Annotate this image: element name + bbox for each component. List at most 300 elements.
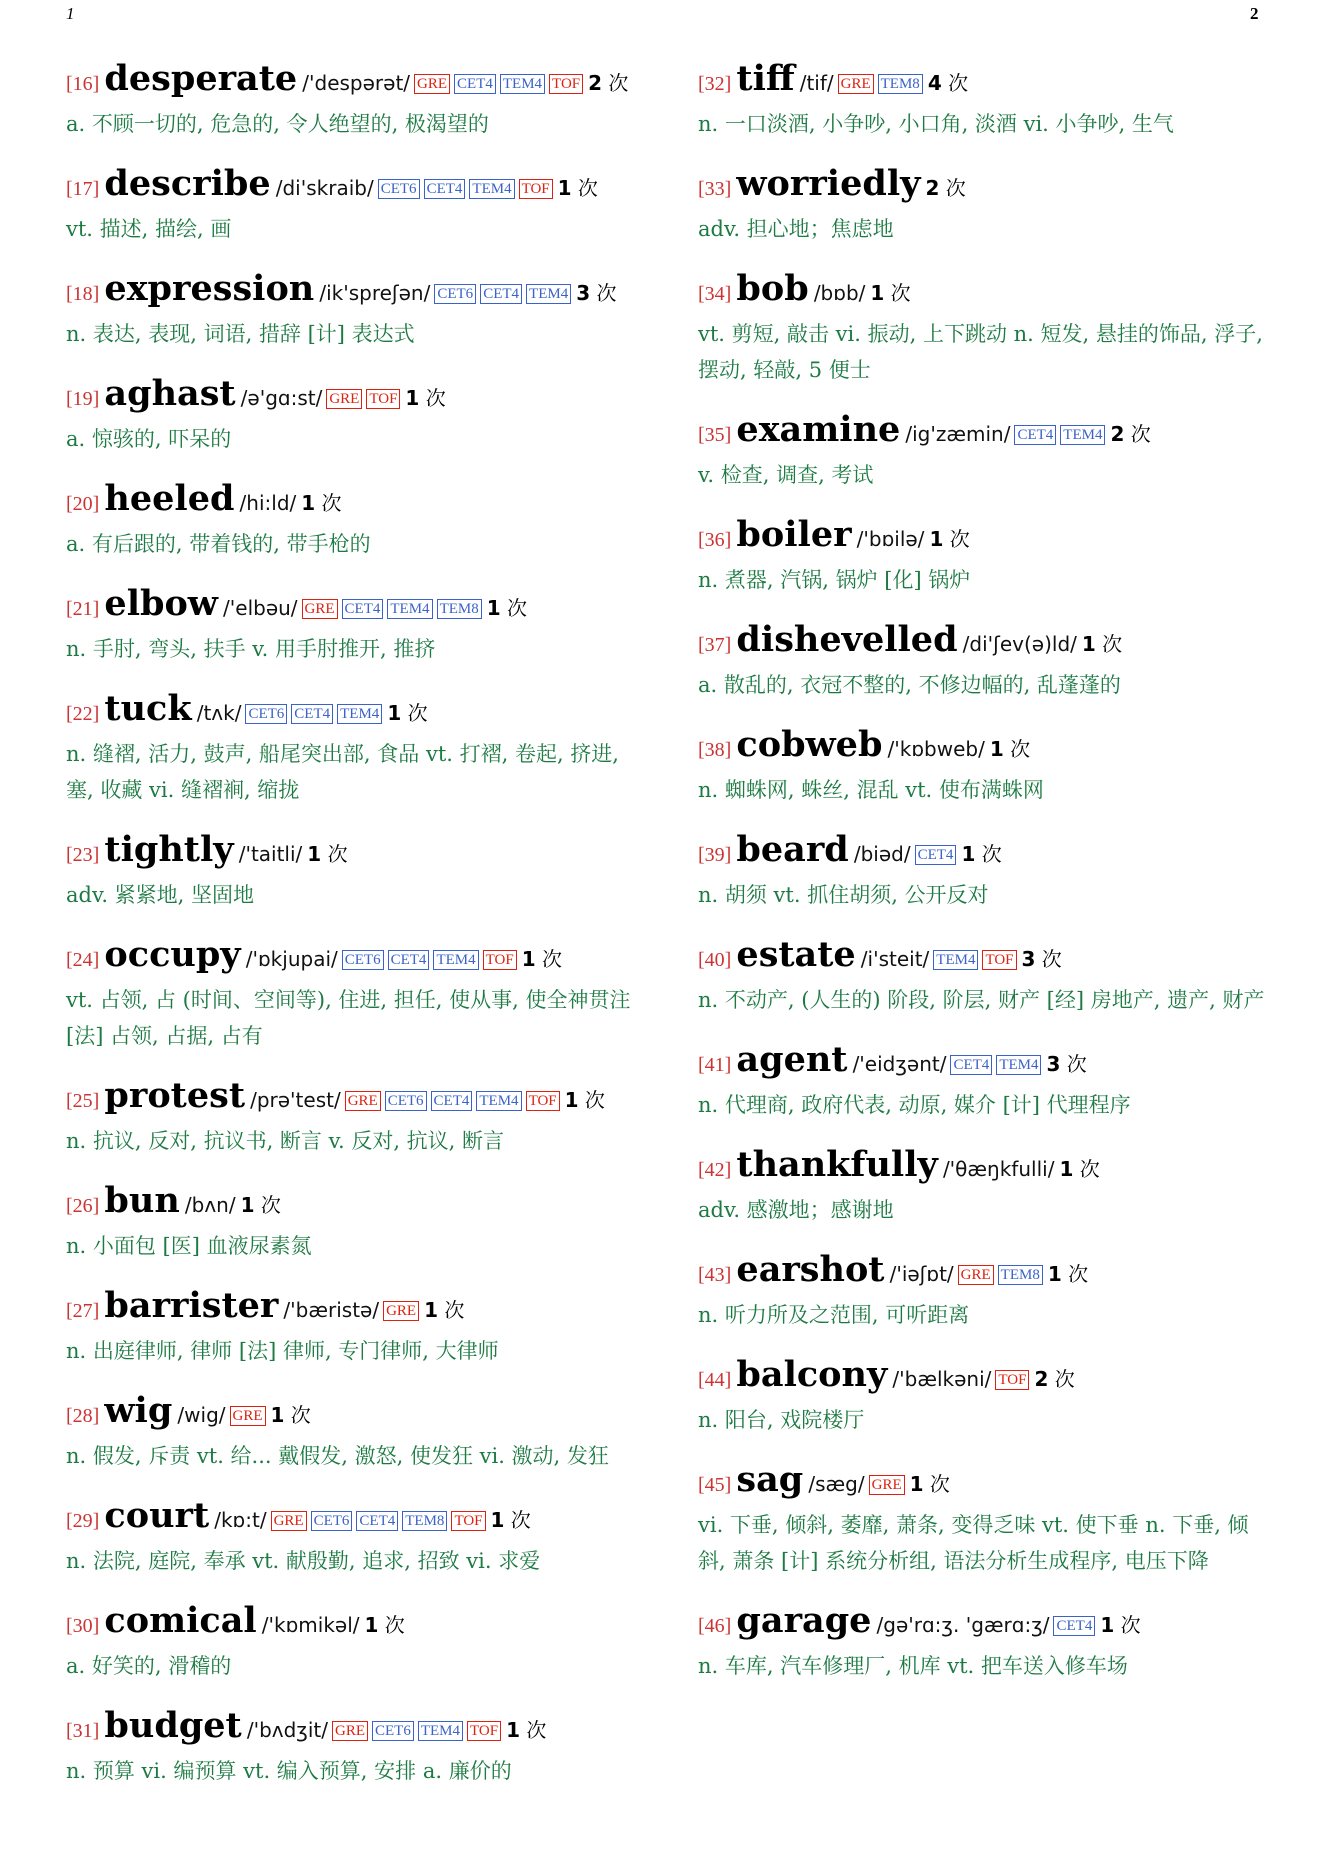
word-entry — [698, 1459, 1272, 1579]
word-entry — [66, 1495, 636, 1579]
headword: estate — [736, 934, 856, 975]
exam-tag: CET4 — [915, 845, 957, 865]
exam-tag: TOF — [995, 1370, 1029, 1390]
word-entry — [66, 1390, 636, 1474]
headword: desperate — [104, 58, 298, 99]
count-number: 1 — [301, 491, 316, 515]
definition: n. 车库, 汽车修理厂, 机库 vt. 把车送入修车场 — [698, 1654, 1128, 1678]
entry-index: [24] — [66, 949, 100, 971]
occurrence-count: 1 次 — [301, 491, 342, 515]
word-entry — [698, 1039, 1272, 1123]
definition: n. 不动产, (人生的) 阶段, 阶层, 财产 [经] 房地产, 遗产, 财产 — [698, 988, 1265, 1012]
phonetic: /ik'spreʃən/ — [319, 281, 431, 305]
count-number: 4 — [927, 71, 942, 95]
entry-index: [31] — [66, 1720, 100, 1742]
definition: n. 法院, 庭院, 奉承 vt. 献殷勤, 追求, 招致 vi. 求爱 — [66, 1549, 541, 1573]
definition: adv. 担心地；焦虑地 — [698, 217, 894, 241]
headword: agent — [736, 1039, 848, 1080]
phonetic: /gə'rɑ:ʒ. 'gærɑ:ʒ/ — [876, 1613, 1050, 1637]
count-number: 1 — [929, 527, 944, 551]
exam-tag: CET4 — [431, 1091, 473, 1111]
exam-tag: TEM4 — [337, 704, 382, 724]
entry-index: [20] — [66, 493, 100, 515]
word-entry — [698, 268, 1272, 388]
count-number: 1 — [405, 386, 420, 410]
count-number: 1 — [486, 596, 501, 620]
exam-tag: TOF — [483, 950, 517, 970]
phonetic: /hi:ld/ — [239, 491, 297, 515]
definition: n. 出庭律师, 律师 [法] 律师, 专门律师, 大律师 — [66, 1339, 499, 1363]
phonetic: /'bɒilə/ — [856, 527, 925, 551]
entry-headline — [66, 583, 636, 627]
count-number: 3 — [576, 281, 591, 305]
count-number: 1 — [307, 842, 322, 866]
entry-index: [29] — [66, 1510, 100, 1532]
definition: a. 惊骇的, 吓呆的 — [66, 427, 232, 451]
definition: n. 代理商, 政府代表, 动原, 媒介 [计] 代理程序 — [698, 1093, 1131, 1117]
count-number: 1 — [240, 1193, 255, 1217]
phonetic: /'iəʃɒt/ — [889, 1262, 954, 1286]
definition: n. 假发, 斥责 vt. 给... 戴假发, 激怒, 使发狂 vi. 激动, 发狂 — [66, 1444, 609, 1468]
occurrence-count: 1 次 — [929, 527, 970, 551]
entry-index: [44] — [698, 1369, 732, 1391]
word-entry — [66, 373, 636, 457]
word-entry — [698, 1144, 1272, 1228]
entry-index: [37] — [698, 634, 732, 656]
exam-tag: TOF — [526, 1091, 560, 1111]
occurrence-count: 1 次 — [1059, 1157, 1100, 1181]
occurrence-count: 1 次 — [387, 701, 428, 725]
entry-index: [45] — [698, 1474, 732, 1496]
entry-index: [19] — [66, 388, 100, 410]
exam-tag: CET6 — [245, 704, 287, 724]
phonetic: /i'steit/ — [860, 947, 930, 971]
entry-headline — [698, 619, 1272, 663]
headword: dishevelled — [736, 619, 958, 660]
occurrence-count: 1 次 — [486, 596, 528, 620]
exam-tag: TEM8 — [437, 599, 482, 619]
entry-headline — [66, 1390, 636, 1434]
word-entry — [698, 514, 1272, 598]
phonetic: /kɒ:t/ — [214, 1508, 267, 1532]
occurrence-count: 1 次 — [989, 737, 1031, 761]
definition: n. 预算 vi. 编预算 vt. 编入预算, 安排 a. 廉价的 — [66, 1759, 512, 1783]
count-number: 2 — [588, 71, 603, 95]
entry-index: [25] — [66, 1090, 100, 1112]
exam-tag: CET4 — [950, 1055, 992, 1075]
word-entry — [698, 163, 1272, 247]
entry-headline — [66, 268, 636, 312]
entry-index: [38] — [698, 739, 732, 761]
word-entry — [66, 688, 636, 808]
entry-index: [40] — [698, 949, 732, 971]
occurrence-count: 1 次 — [521, 947, 562, 971]
entry-headline — [66, 1180, 636, 1224]
count-number: 1 — [1081, 632, 1096, 656]
entry-headline — [66, 478, 636, 522]
phonetic: /biəd/ — [853, 842, 911, 866]
definition: adv. 紧紧地, 坚固地 — [66, 883, 255, 907]
exam-tag: TEM4 — [418, 1721, 463, 1741]
occurrence-count: 2 次 — [588, 71, 629, 95]
entry-headline — [698, 1039, 1272, 1083]
headword: thankfully — [736, 1144, 938, 1185]
headword: expression — [104, 268, 315, 309]
word-entry — [66, 829, 636, 913]
word-entry — [698, 409, 1272, 493]
occurrence-count: 1 次 — [307, 842, 348, 866]
headword: tightly — [104, 829, 234, 870]
occurrence-count: 1 次 — [240, 1193, 281, 1217]
phonetic: /bɒb/ — [813, 281, 866, 305]
exam-tag: CET4 — [388, 950, 430, 970]
exam-tag: GRE — [326, 389, 362, 409]
entry-headline — [66, 934, 636, 978]
exam-tag: GRE — [230, 1406, 266, 1426]
headword: aghast — [104, 373, 236, 414]
entry-headline — [66, 688, 636, 732]
definition: n. 胡须 vt. 抓住胡须, 公开反对 — [698, 883, 989, 907]
word-entry — [698, 934, 1272, 1018]
entry-index: [27] — [66, 1300, 100, 1322]
occurrence-count: 1 次 — [557, 176, 598, 200]
occurrence-count: 1 次 — [364, 1613, 405, 1637]
headword: protest — [104, 1075, 245, 1116]
entry-index: [46] — [698, 1615, 732, 1637]
exam-tag: TEM4 — [526, 284, 571, 304]
entry-index: [42] — [698, 1159, 732, 1181]
phonetic: /'bæristə/ — [283, 1298, 380, 1322]
headword: cobweb — [736, 724, 883, 765]
exam-tag: TOF — [549, 74, 583, 94]
occurrence-count: 4 次 — [927, 71, 969, 95]
entry-headline — [66, 58, 636, 102]
phonetic: /di'skraib/ — [275, 176, 374, 200]
count-number: 1 — [989, 737, 1004, 761]
count-number: 2 — [1110, 422, 1125, 446]
phonetic: /'ɒkjupai/ — [245, 947, 338, 971]
count-number: 1 — [870, 281, 885, 305]
entry-headline — [698, 514, 1272, 558]
occurrence-count: 1 次 — [564, 1088, 605, 1112]
entry-headline — [698, 58, 1272, 102]
entry-index: [16] — [66, 73, 100, 95]
occurrence-count: 2 次 — [1034, 1367, 1075, 1391]
occurrence-count: 1 次 — [909, 1472, 950, 1496]
definition: n. 煮器, 汽锅, 锅炉 [化] 锅炉 — [698, 568, 971, 592]
entry-index: [36] — [698, 529, 732, 551]
entry-headline — [66, 829, 636, 873]
headword: heeled — [104, 478, 235, 519]
occurrence-count: 1 次 — [961, 842, 1002, 866]
count-number: 1 — [961, 842, 976, 866]
entry-index: [26] — [66, 1195, 100, 1217]
entry-headline — [698, 1144, 1272, 1188]
word-entry — [698, 724, 1272, 808]
exam-tag: TEM4 — [933, 950, 978, 970]
exam-tag: GRE — [838, 74, 874, 94]
phonetic: /'kɒbweb/ — [887, 737, 985, 761]
headword: bun — [104, 1180, 180, 1221]
occurrence-count: 1 次 — [405, 386, 446, 410]
occurrence-count: 1 次 — [1047, 1262, 1089, 1286]
occurrence-count: 1 次 — [1100, 1613, 1141, 1637]
entry-headline — [698, 1459, 1272, 1503]
entry-headline — [698, 268, 1272, 312]
definition: n. 小面包 [医] 血液尿素氮 — [66, 1234, 312, 1258]
right-column — [698, 58, 1272, 1709]
word-entry — [66, 268, 636, 352]
definition: vi. 下垂, 倾斜, 萎靡, 萧条, 变得乏味 vt. 使下垂 n. 下垂, 倾斜, 萧条 [计] 系统分析组, 语法分析生成程序, 电压下降 — [698, 1513, 1249, 1573]
exam-tag: TOF — [982, 950, 1016, 970]
count-number: 1 — [270, 1403, 285, 1427]
definition: n. 一口淡酒, 小争吵, 小口角, 淡酒 vi. 小争吵, 生气 — [698, 112, 1174, 136]
word-entry — [698, 1354, 1272, 1438]
headword: elbow — [104, 583, 218, 624]
occurrence-count: 2 次 — [925, 176, 966, 200]
exam-tag: TEM4 — [469, 179, 514, 199]
exam-tag: CET4 — [1014, 425, 1056, 445]
exam-tag: GRE — [383, 1301, 419, 1321]
count-number: 1 — [1059, 1157, 1074, 1181]
entry-index: [32] — [698, 73, 732, 95]
entry-headline — [698, 409, 1272, 453]
word-entry — [66, 478, 636, 562]
phonetic: /'elbəu/ — [223, 596, 298, 620]
headword: describe — [104, 163, 271, 204]
headword: earshot — [736, 1249, 885, 1290]
entry-headline — [698, 1600, 1272, 1644]
count-number: 1 — [1100, 1613, 1115, 1637]
count-number: 1 — [424, 1298, 438, 1322]
entry-headline — [66, 373, 636, 417]
count-number: 3 — [1021, 947, 1036, 971]
word-entry — [698, 1249, 1272, 1333]
word-entry — [698, 619, 1272, 703]
occurrence-count: 1 次 — [1081, 632, 1123, 656]
occurrence-count: 3 次 — [1021, 947, 1062, 971]
definition: vt. 剪短, 敲击 vi. 振动, 上下跳动 n. 短发, 悬挂的饰品, 浮子, 摆动, 轻敲, 5 便士 — [698, 322, 1263, 382]
left-column — [66, 58, 636, 1814]
occurrence-count: 1 次 — [506, 1718, 547, 1742]
definition: n. 缝褶, 活力, 鼓声, 船尾突出部, 食品 vt. 打褶, 卷起, 挤进, 塞, 收藏 vi. 缝褶裥, 缩拢 — [66, 742, 619, 802]
exam-tag: TEM8 — [878, 74, 923, 94]
page-number-right: 2 — [1250, 4, 1259, 23]
headword: balcony — [736, 1354, 888, 1395]
exam-tag: CET4 — [342, 599, 384, 619]
exam-tag: GRE — [345, 1091, 381, 1111]
entry-headline — [66, 1495, 636, 1539]
word-entry — [698, 829, 1272, 913]
entry-index: [23] — [66, 844, 100, 866]
exam-tag: CET6 — [311, 1511, 353, 1531]
definition: a. 散乱的, 衣冠不整的, 不修边幅的, 乱蓬蓬的 — [698, 673, 1121, 697]
phonetic: /'bælkəni/ — [892, 1367, 992, 1391]
entry-headline — [66, 1705, 636, 1749]
phonetic: /bʌn/ — [184, 1193, 236, 1217]
headword: wig — [104, 1390, 173, 1431]
exam-tag: TEM4 — [433, 950, 478, 970]
exam-tag: TEM8 — [998, 1265, 1043, 1285]
headword: examine — [736, 409, 901, 450]
occurrence-count: 3 次 — [1046, 1052, 1087, 1076]
occurrence-count: 3 次 — [576, 281, 617, 305]
word-entry — [66, 1705, 636, 1789]
count-number: 1 — [557, 176, 572, 200]
definition: n. 手肘, 弯头, 扶手 v. 用手肘推开, 推挤 — [66, 637, 436, 661]
exam-tag: GRE — [332, 1721, 368, 1741]
word-entry — [66, 583, 636, 667]
exam-tag: CET4 — [454, 74, 496, 94]
phonetic: /tʌk/ — [196, 701, 242, 725]
exam-tag: CET4 — [480, 284, 522, 304]
headword: occupy — [104, 934, 241, 975]
entry-headline — [66, 163, 636, 207]
definition: n. 听力所及之范围, 可听距离 — [698, 1303, 970, 1327]
headword: worriedly — [736, 163, 921, 204]
phonetic: /'despərət/ — [302, 71, 411, 95]
count-number: 1 — [564, 1088, 579, 1112]
entry-index: [43] — [698, 1264, 732, 1286]
headword: comical — [104, 1600, 257, 1641]
exam-tag: GRE — [414, 74, 450, 94]
phonetic: /'kɒmikəl/ — [261, 1613, 360, 1637]
definition: a. 不顾一切的, 危急的, 令人绝望的, 极渴望的 — [66, 112, 489, 136]
headword: court — [104, 1495, 210, 1536]
definition: vt. 占领, 占 (时间、空间等), 住进, 担任, 使从事, 使全神贯注 [法] 占领, 占据, 占有 — [66, 988, 631, 1048]
entry-index: [21] — [66, 598, 100, 620]
phonetic: /tif/ — [799, 71, 834, 95]
count-number: 1 — [521, 947, 536, 971]
occurrence-count: 1 次 — [870, 281, 911, 305]
definition: a. 有后跟的, 带着钱的, 带手枪的 — [66, 532, 371, 556]
entry-headline — [66, 1075, 636, 1119]
exam-tag: CET6 — [385, 1091, 427, 1111]
page-number-left: 1 — [66, 4, 75, 23]
exam-tag: TEM4 — [996, 1055, 1041, 1075]
word-entry — [698, 58, 1272, 142]
occurrence-count: 2 次 — [1110, 422, 1151, 446]
entry-headline — [698, 934, 1272, 978]
phonetic: /'taitli/ — [238, 842, 303, 866]
entry-index: [28] — [66, 1405, 100, 1427]
entry-index: [22] — [66, 703, 100, 725]
headword: sag — [736, 1459, 804, 1500]
entry-headline — [66, 1285, 636, 1329]
exam-tag: GRE — [958, 1265, 994, 1285]
definition: n. 阳台, 戏院楼厅 — [698, 1408, 865, 1432]
exam-tag: GRE — [302, 599, 338, 619]
exam-tag: GRE — [869, 1475, 905, 1495]
exam-tag: GRE — [271, 1511, 307, 1531]
phonetic: /sæg/ — [808, 1472, 865, 1496]
entry-index: [35] — [698, 424, 732, 446]
word-entry — [66, 1600, 636, 1684]
phonetic: /wig/ — [177, 1403, 226, 1427]
word-entry — [698, 1600, 1272, 1684]
definition: n. 表达, 表现, 词语, 措辞 [计] 表达式 — [66, 322, 415, 346]
exam-tag: CET6 — [378, 179, 420, 199]
word-entry — [66, 1180, 636, 1264]
count-number: 1 — [364, 1613, 379, 1637]
entry-headline — [66, 1600, 636, 1644]
entry-index: [39] — [698, 844, 732, 866]
occurrence-count: 1 次 — [270, 1403, 311, 1427]
entry-index: [30] — [66, 1615, 100, 1637]
exam-tag: CET6 — [372, 1721, 414, 1741]
definition: vt. 描述, 描绘, 画 — [66, 217, 232, 241]
exam-tag: TOF — [451, 1511, 485, 1531]
count-number: 2 — [1034, 1367, 1049, 1391]
count-number: 3 — [1046, 1052, 1061, 1076]
headword: tiff — [736, 58, 795, 99]
count-number: 1 — [387, 701, 402, 725]
headword: bob — [736, 268, 809, 309]
count-number: 1 — [506, 1718, 520, 1742]
entry-index: [41] — [698, 1054, 732, 1076]
exam-tag: CET6 — [342, 950, 384, 970]
exam-tag: TOF — [519, 179, 553, 199]
phonetic: /'bʌdʒit/ — [246, 1718, 328, 1742]
phonetic: /ə'gɑ:st/ — [240, 386, 323, 410]
count-number: 1 — [909, 1472, 924, 1496]
headword: boiler — [736, 514, 852, 555]
definition: n. 抗议, 反对, 抗议书, 断言 v. 反对, 抗议, 断言 — [66, 1129, 505, 1153]
exam-tag: TEM4 — [387, 599, 432, 619]
exam-tag: CET4 — [356, 1511, 398, 1531]
entry-headline — [698, 163, 1272, 207]
phonetic: /ig'zæmin/ — [905, 422, 1011, 446]
headword: garage — [736, 1600, 872, 1641]
exam-tag: TEM4 — [476, 1091, 521, 1111]
definition: n. 蜘蛛网, 蛛丝, 混乱 vt. 使布满蛛网 — [698, 778, 1044, 802]
headword: beard — [736, 829, 849, 870]
headword: barrister — [104, 1285, 279, 1326]
word-entry — [66, 58, 636, 142]
entry-index: [17] — [66, 178, 100, 200]
count-number: 2 — [925, 176, 940, 200]
headword: budget — [104, 1705, 242, 1746]
exam-tag: CET6 — [434, 284, 476, 304]
entry-headline — [698, 829, 1272, 873]
word-entry — [66, 1075, 636, 1159]
word-entry — [66, 163, 636, 247]
exam-tag: TEM4 — [500, 74, 545, 94]
exam-tag: CET4 — [424, 179, 466, 199]
exam-tag: TEM8 — [402, 1511, 447, 1531]
definition: v. 检查, 调查, 考试 — [698, 463, 874, 487]
count-number: 1 — [490, 1508, 505, 1532]
entry-index: [34] — [698, 283, 732, 305]
definition: adv. 感激地；感谢地 — [698, 1198, 894, 1222]
entry-headline — [698, 1249, 1272, 1293]
definition: a. 好笑的, 滑稽的 — [66, 1654, 232, 1678]
entry-index: [33] — [698, 178, 732, 200]
entry-headline — [698, 724, 1272, 768]
entry-index: [18] — [66, 283, 100, 305]
entry-headline — [698, 1354, 1272, 1398]
phonetic: /'θæŋkfulli/ — [942, 1157, 1055, 1181]
exam-tag: TEM4 — [1060, 425, 1105, 445]
headword: tuck — [104, 688, 192, 729]
exam-tag: CET4 — [1053, 1616, 1095, 1636]
exam-tag: CET4 — [291, 704, 333, 724]
exam-tag: TOF — [366, 389, 400, 409]
count-number: 1 — [1047, 1262, 1062, 1286]
word-entry — [66, 934, 636, 1054]
phonetic: /'eidʒənt/ — [852, 1052, 947, 1076]
phonetic: /prə'test/ — [250, 1088, 341, 1112]
